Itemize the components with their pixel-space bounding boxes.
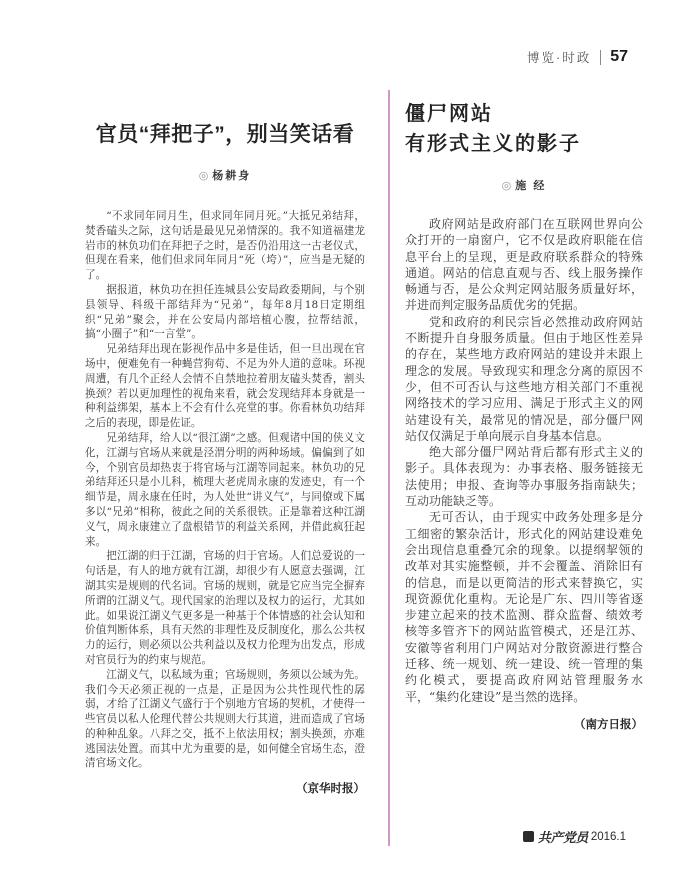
- section-label: 博览·时政: [527, 51, 592, 65]
- magazine-name: 共产党员: [537, 831, 588, 846]
- article-paragraph: 党和政府的利民宗旨必然推动政府网站不断提升自身服务质量。但由于地区性差异的存在，某些地方政府网站的建设并未跟上理念的发展。导致现实和理念分离的原因不少，但不可否认与这些地方相关部门不重视网络技术的学习应用、满足于形式主义的网站建设有关，最常见的情况是，部分僵尸网站仅仅满足于单向展示自身基本信息。: [405, 314, 643, 443]
- column-divider: [388, 90, 390, 846]
- article-paragraph: 兄弟结拜，给人以“很江湖”之感。但观诸中国的侠义文化，江湖与官场从来就是泾渭分明的两种场域。偏偏到了如今，个别官员却热衷于将官场与江湖等同起来。林负功的兄弟结拜还只是小儿科，梳理大老虎周永康的发迹史，有一个细节是，周永康在任时，为人处世“讲义气”，与同僚或下属多以“兄弟”相称，彼此之间的关系很铁。正是靠着这种江湖义气，周永康建立了盘根错节的利益关系网，并借此疯狂起来。: [85, 431, 365, 548]
- article-right-body: [405, 216, 643, 705]
- article-left-title: 官员“拜把子”，别当笑话看: [95, 123, 355, 146]
- article-right-source: （南方日报）: [574, 718, 643, 731]
- article-right-author: 施 经: [515, 180, 547, 192]
- page-number: 57: [610, 48, 628, 65]
- article-left: [85, 121, 365, 796]
- issue-number: 2016.1: [590, 830, 626, 843]
- article-paragraph: 江湖义气，以私域为重；官场规则，务须以公域为先。我们今天必须正视的一点是，正是因为公共性现代性的孱弱，才给了江湖义气盛行于个别地方官场的契机，才使得一些官员以私人伦理代替公共规则大行其道，进而造成了官场的种种乱象。八拜之交，抵不上依法用权；割头换颈，亦难逃国法处置。而其中尤为重要的是，如何健全官场生态，澄清官场文化。: [85, 668, 365, 770]
- article-paragraph: 把江湖的归于江湖，官场的归于官场。人们总爱说的一句话是，有人的地方就有江湖，却很少有人愿意去强调，江湖其实是规则的代名词。官场的规则，就是它应当完全摒弃所谓的江湖义气。现代国家的治理以及权力的运行，尤其如此。如果说江湖义气更多是一种基于个体情感的社会认知和价值判断体系，具有天然的非理性及反制度化，那么公共权力的运行，则必须以公共利益以及权力伦理为出发点，形成对官员行为的约束与规范。: [85, 550, 365, 666]
- page-header: [527, 48, 628, 66]
- article-right-author-line: [405, 177, 643, 193]
- article-left-source: （京华时报）: [296, 783, 365, 796]
- article-right-title: [405, 99, 643, 159]
- author-marker-icon: ◎: [198, 170, 211, 182]
- article-left-author-line: [85, 167, 365, 183]
- article-left-body: [85, 209, 365, 771]
- article-right-title-line1: 僵尸网站: [405, 103, 493, 125]
- article-right: [405, 99, 643, 732]
- magazine-logo-icon: [523, 831, 534, 842]
- article-paragraph: 兄弟结拜出现在影视作品中多是佳话，但一旦出现在官场中，便难免有一种蝇营狗苟、不足为外人道的意味。环视周遭，有几个正经人会情不自禁地拉着朋友磕头焚香，割头换颈？若以更加理性的视角来看，就会发现结拜本身就是一种利益绑架，基本上不会有什么亮堂的事。你看林负功结拜之后的表现，即是佐证。: [85, 343, 365, 430]
- author-marker-icon: ◎: [501, 180, 514, 192]
- page-footer: [523, 827, 626, 846]
- article-paragraph: 无可否认，由于现实中政务处理多是分工细密的繁杂活计，形式化的网站建设难免会出现信息重叠冗余的现象。以提纲挈领的改革对其实施整顿，并不会覆盖、消除旧有的信息，而是以更简洁的形式来替换它，实现资源优化重构。无论是广东、四川等省逐步建立起来的技术监测、群众监督、绩效考核等多管齐下的网站监管模式，还是江苏、安徽等省利用门户网站对分散资源进行整合迁移、统一规划、统一建设、统一管理的集约化模式，要提高政府网站管理服务水平，“集约化建设”是当然的选择。: [405, 510, 643, 704]
- article-right-title-line2: 有形式主义的影子: [405, 133, 581, 155]
- article-paragraph: 据报道，林负功在担任连城县公安局政委期间，与个别县领导、科级干部结拜为“兄弟”，每年8月18日定期组织“兄弟”聚会，并在公安局内部培植心腹，拉帮结派，搞“小圈子”和“一言堂”。: [85, 283, 365, 341]
- article-left-author: 杨耕身: [212, 170, 252, 182]
- article-paragraph: 政府网站是政府部门在互联网世界向公众打开的一扇窗户，它不仅是政府职能在信息平台上的呈现，更是政府联系群众的特殊通道。网站的信息直观与否、线上服务操作畅通与否，是公众判定网站服务质量好坏，并进而判定服务品质优劣的凭据。: [405, 217, 643, 313]
- header-divider: [600, 50, 601, 65]
- article-paragraph: “不求同年同月生，但求同年同月死。”大抵兄弟结拜，焚香磕头之际，这句话是最见兄弟情深的。我不知道福建龙岩市的林负功们在拜把子之时，是否仍沿用这一古老仪式，但现在看来，他们但求同年同月“死（垮）”，应当是无疑的了。: [85, 210, 365, 282]
- article-paragraph: 绝大部分僵尸网站背后都有形式主义的影子。具体表现为：办事表格、服务链接无法使用；申报、查询等办事服务指南缺失；互动功能缺乏等。: [405, 445, 643, 509]
